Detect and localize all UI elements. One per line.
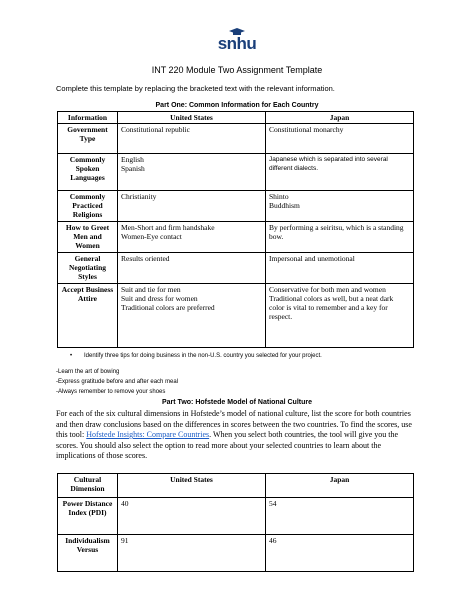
cell-line: Constitutional republic xyxy=(121,125,190,134)
list-item: -Learn the art of bowing xyxy=(56,369,120,375)
hofstede-link[interactable]: Hofstede Insights: Compare Countries xyxy=(86,430,210,439)
tips-prompt-text: Identify three tips for doing business in the non-U.S. country you selected for your project. xyxy=(84,353,322,359)
cell-line: Impersonal and unemotional xyxy=(269,254,355,263)
cell-line: Results oriented xyxy=(121,254,170,263)
row-label: General Negotiating Styles xyxy=(58,253,118,284)
column-header: United States xyxy=(118,112,266,124)
japan-score: 54 xyxy=(266,498,414,535)
cell-line: English xyxy=(121,155,144,164)
table-header-row xyxy=(58,112,414,124)
japan-cell xyxy=(266,124,414,154)
cell-line: Spanish xyxy=(121,164,145,173)
cell-line: Christianity xyxy=(121,192,157,201)
row-label: Accept Business Attire xyxy=(58,284,118,348)
list-item: -Express gratitude before and after each meal xyxy=(56,379,179,385)
cell-line: Suit and tie for men xyxy=(121,285,181,294)
column-header: Cultural Dimension xyxy=(58,474,118,498)
cell-line: Women-Eye contact xyxy=(121,232,182,241)
logo-text: snhu xyxy=(217,34,257,53)
table-row xyxy=(58,191,414,222)
cell-line: Buddhism xyxy=(269,201,300,210)
part-two-paragraph xyxy=(56,409,418,462)
japan-cell xyxy=(266,284,414,348)
table-row xyxy=(58,222,414,253)
cell-line: Traditional colors as well, but a neat dark color is vital to remember and a key for respect. xyxy=(269,294,394,321)
cell-line: Suit and dress for women xyxy=(121,294,198,303)
table-row xyxy=(58,498,414,535)
us-score: 40 xyxy=(118,498,266,535)
cell-line: By performing a seiritsu, which is a standing bow. xyxy=(269,223,404,241)
table-row xyxy=(58,253,414,284)
hofstede-table xyxy=(57,473,414,572)
column-header: Information xyxy=(58,112,118,124)
cell-line: Shinto xyxy=(269,192,289,201)
us-cell xyxy=(118,191,266,222)
row-label: Commonly Practiced Religions xyxy=(58,191,118,222)
japan-cell xyxy=(266,222,414,253)
us-cell xyxy=(118,284,266,348)
bullet-icon: • xyxy=(70,353,73,359)
us-cell xyxy=(118,124,266,154)
japan-cell xyxy=(266,191,414,222)
table-row xyxy=(58,124,414,154)
cell-line: Japanese which is separated into several different dialects. xyxy=(269,156,388,172)
column-header: Japan xyxy=(266,474,414,498)
instructions-text: Complete this template by replacing the bracketed text with the relevant information. xyxy=(56,84,335,93)
table-row xyxy=(58,284,414,348)
row-label: Power Distance Index (PDI) xyxy=(58,498,118,535)
column-header: Japan xyxy=(266,112,414,124)
paragraph-text: For each of the six cultural dimensions in Hofstede’s model of national culture, list the score for both countries and then draw conclusions based on the differences in scores between the two countries. To find the scores, use this tool: xyxy=(56,409,412,439)
japan-cell xyxy=(266,154,414,191)
snhu-logo xyxy=(211,28,263,56)
column-header: United States xyxy=(118,474,266,498)
paragraph-text: . When you select both countries, the tool will give you the scores. You should also select the option to read more about your selected countries to learn about the implications of those scores. xyxy=(56,430,399,460)
us-cell xyxy=(118,154,266,191)
table-row xyxy=(58,535,414,572)
table-header-row xyxy=(58,474,414,498)
japan-cell xyxy=(266,253,414,284)
row-label: Commonly Spoken Languages xyxy=(58,154,118,191)
us-cell xyxy=(118,222,266,253)
cell-line: Constitutional monarchy xyxy=(269,125,344,134)
part-two-heading: Part Two: Hofstede Model of National Culture xyxy=(162,399,312,406)
country-info-table xyxy=(57,111,414,348)
table-row xyxy=(58,154,414,191)
part-one-heading: Part One: Common Information for Each Country xyxy=(155,102,319,109)
us-cell xyxy=(118,253,266,284)
row-label: Government Type xyxy=(58,124,118,154)
tips-prompt xyxy=(70,352,322,360)
us-score: 91 xyxy=(118,535,266,572)
cell-line: Traditional colors are preferred xyxy=(121,303,215,312)
tips-list xyxy=(56,367,178,397)
cell-line: Men-Short and firm handshake xyxy=(121,223,215,232)
list-item: -Always remember to remove your shoes xyxy=(56,389,166,395)
japan-score: 46 xyxy=(266,535,414,572)
row-label: How to Greet Men and Women xyxy=(58,222,118,253)
cell-line: Conservative for both men and women xyxy=(269,285,386,294)
document-title: INT 220 Module Two Assignment Template xyxy=(151,65,323,75)
row-label: Individualism Versus xyxy=(58,535,118,572)
